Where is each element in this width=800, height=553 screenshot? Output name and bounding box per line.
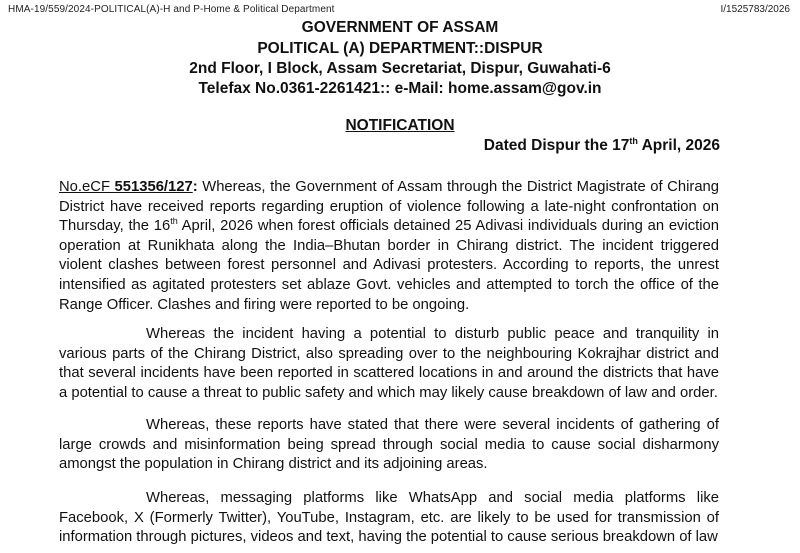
- paragraph-4-text: Whereas, messaging platforms like WhatsApp and social media platforms like Facebook, X (Formerly Twitter), YouTube, Instagram, etc. are likely to be used for transmission of information through pictures, videos and text, having the potential to cause serious breakdown of law: [59, 490, 719, 546]
- paragraph-2: [59, 325, 719, 403]
- reference-colon: :: [192, 179, 198, 195]
- letterhead-address: 2nd Floor, I Block, Assam Secretariat, Dispur, Guwahati-6: [189, 60, 611, 77]
- paragraph-1-text-a: Whereas, the Government of Assam through the District Magistrate of Chirang District have received reports regarding eruption of violence following a late-night confrontation on Thursday, the 16: [59, 179, 720, 235]
- paragraph-1-text-b: April, 2026 when forest officials detained 25 Adivasi individuals during an eviction operation at Runikhata along the India–Bhutan border in Chirang district. The incident triggered violent clashes between forest personnel and Adivasi protesters. According to reports, the unrest intensified as agitated protesters set ablaze Govt. vehicles and attempted to torch the office of the Range Officer. Clashes and firing were reported to be ongoing.: [59, 218, 719, 313]
- paragraph-2-text: Whereas the incident having a potential to disturb public peace and tranquility in various parts of the Chirang District, also spreading over to the neighbouring Kokrajhar district and that several incidents have been reported in scattered locations in and around the districts that have a potential to cause a threat to public safety and which may likely cause breakdown of law and order.: [59, 326, 719, 401]
- file-reference-left: HMA-19/559/2024-POLITICAL(A)-H and P-Home & Political Department: [8, 4, 335, 15]
- paragraph-3-text: Whereas, these reports have stated that there were several incidents of gathering of large crowds and misinformation being spread through social media to cause social disharmony amongst the population in Chirang district and its adjoining areas.: [59, 417, 719, 473]
- reference-number: [59, 179, 193, 195]
- date-prefix: Dated Dispur the 17: [483, 137, 630, 154]
- date-ordinal: th: [629, 135, 638, 146]
- notification-date: [484, 137, 720, 155]
- reference-id: 551356/127: [114, 179, 193, 195]
- letterhead-government: GOVERNMENT OF ASSAM: [301, 19, 499, 36]
- notification-title: NOTIFICATION: [345, 117, 455, 134]
- paragraph-4: [59, 489, 719, 548]
- paragraph-1-ordinal: th: [170, 216, 178, 227]
- reference-prefix: No.eCF: [59, 179, 115, 195]
- letterhead-contact: Telefax No.0361-2261421:: e-Mail: home.assam@gov.in: [198, 80, 602, 97]
- file-reference-right: I/1525783/2026: [720, 4, 790, 15]
- paragraph-1: [59, 178, 719, 315]
- paragraph-3: [59, 416, 719, 475]
- letterhead-department: POLITICAL (A) DEPARTMENT::DISPUR: [257, 40, 543, 57]
- date-rest: April, 2026: [637, 137, 720, 154]
